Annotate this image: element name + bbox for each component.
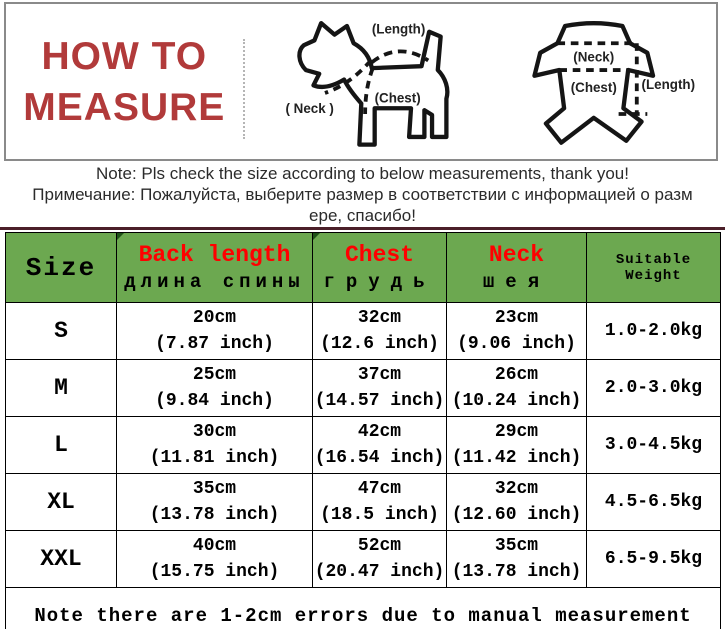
inch-value: (18.5 inch) <box>320 505 439 525</box>
chest-cell <box>313 474 447 531</box>
table-footer-row <box>6 588 721 629</box>
neck-cell <box>447 360 587 417</box>
weight-value: 6.5-9.5kg <box>587 531 721 588</box>
garment-chest-label: (Chest) <box>570 80 617 96</box>
table-row-m <box>6 360 721 417</box>
col-header-weight <box>587 233 721 303</box>
dog-length-label: (Length) <box>371 21 425 37</box>
size-value: M <box>6 360 117 417</box>
neck-header-ru: шея <box>482 270 551 293</box>
chest-cell <box>313 360 447 417</box>
neck-cell <box>447 531 587 588</box>
chest-cell <box>313 531 447 588</box>
inch-value: (13.78 inch) <box>149 505 280 525</box>
weight-value: 1.0-2.0kg <box>587 303 721 360</box>
cell-corner-mark-icon <box>313 233 320 240</box>
inch-value: (13.78 inch) <box>451 562 582 582</box>
inch-value: (12.60 inch) <box>451 505 582 525</box>
measurement-error-note: Note there are 1-2cm errors due to manual measurement <box>6 588 721 629</box>
table-row-l <box>6 417 721 474</box>
cm-value: 35cm <box>494 536 539 556</box>
weight-value: 2.0-3.0kg <box>587 360 721 417</box>
inch-value: (15.75 inch) <box>149 562 280 582</box>
back-length-header-ru: длина спины <box>124 270 305 293</box>
col-header-back-length <box>117 233 313 303</box>
table-row-xl <box>6 474 721 531</box>
how-to-measure-section <box>4 2 718 161</box>
cm-value: 26cm <box>494 365 539 385</box>
size-value: L <box>6 417 117 474</box>
chest-header-en: Chest <box>344 241 414 268</box>
header-row <box>6 233 721 303</box>
cm-value: 25cm <box>192 365 237 385</box>
cm-value: 42cm <box>357 422 402 442</box>
inch-value: (7.87 inch) <box>155 334 274 354</box>
cm-value: 20cm <box>192 308 237 328</box>
inch-value: (9.06 inch) <box>457 334 576 354</box>
dog-chest-label: (Chest) <box>374 90 421 106</box>
size-value: XL <box>6 474 117 531</box>
note-line-ru-2: ере, спасибо! <box>309 205 416 225</box>
weight-value: 3.0-4.5kg <box>587 417 721 474</box>
note-line-ru-1: Примечание: Пожалуйста, выберите размер в соответствии с информацией о разм <box>32 184 693 204</box>
weight-header-label: Suitable Weight <box>615 251 692 284</box>
note-line-en: Note: Pls check the size according to below measurements, thank you! <box>96 163 629 183</box>
size-table <box>5 232 721 629</box>
section-separator <box>0 227 725 230</box>
col-header-chest <box>313 233 447 303</box>
col-header-size <box>6 233 117 303</box>
cm-value: 37cm <box>357 365 402 385</box>
cm-value: 32cm <box>357 308 402 328</box>
back-length-cell <box>117 474 313 531</box>
inch-value: (11.42 inch) <box>451 448 582 468</box>
chest-cell <box>313 303 447 360</box>
cm-value: 30cm <box>192 422 237 442</box>
vertical-divider <box>243 39 245 139</box>
inch-value: (20.47 inch) <box>314 562 445 582</box>
cm-value: 52cm <box>357 536 402 556</box>
cm-value: 40cm <box>192 536 237 556</box>
cm-value: 29cm <box>494 422 539 442</box>
cm-value: 32cm <box>494 479 539 499</box>
back-length-header-en: Back length <box>138 241 291 268</box>
back-length-cell <box>117 417 313 474</box>
inch-value: (10.24 inch) <box>451 391 582 411</box>
neck-cell <box>447 303 587 360</box>
back-length-cell <box>117 360 313 417</box>
chest-cell <box>313 417 447 474</box>
title-line-2: MEASURE <box>23 85 226 129</box>
cm-value: 23cm <box>494 308 539 328</box>
neck-header-en: Neck <box>488 241 545 268</box>
note-section <box>0 161 725 227</box>
size-header-label: Size <box>25 252 97 283</box>
inch-value: (14.57 inch) <box>314 391 445 411</box>
size-value: XXL <box>6 531 117 588</box>
cell-corner-mark-icon <box>117 233 124 240</box>
weight-value: 4.5-6.5kg <box>587 474 721 531</box>
chest-measure-line <box>365 68 373 114</box>
dog-measurement-diagram <box>259 5 508 158</box>
neck-cell <box>447 474 587 531</box>
garment-neck-label: (Neck) <box>573 49 615 65</box>
inch-value: (12.6 inch) <box>320 334 439 354</box>
inch-value: (16.54 inch) <box>314 448 445 468</box>
table-row-xxl <box>6 531 721 588</box>
col-header-neck <box>447 233 587 303</box>
inch-value: (9.84 inch) <box>155 391 274 411</box>
table-row-s <box>6 303 721 360</box>
section-title <box>6 4 243 159</box>
dog-outline-icon <box>299 23 447 144</box>
dog-neck-label: ( Neck ) <box>285 101 334 117</box>
title-line-1: HOW TO <box>41 34 208 78</box>
back-length-cell <box>117 303 313 360</box>
size-value: S <box>6 303 117 360</box>
cm-value: 35cm <box>192 479 237 499</box>
inch-value: (11.81 inch) <box>149 448 280 468</box>
garment-measurement-diagram <box>509 5 716 158</box>
back-length-cell <box>117 531 313 588</box>
length-measure-line <box>371 51 427 62</box>
chest-header-ru: грудь <box>323 270 436 293</box>
cm-value: 47cm <box>357 479 402 499</box>
garment-length-label: (Length) <box>641 77 696 93</box>
neck-cell <box>447 417 587 474</box>
